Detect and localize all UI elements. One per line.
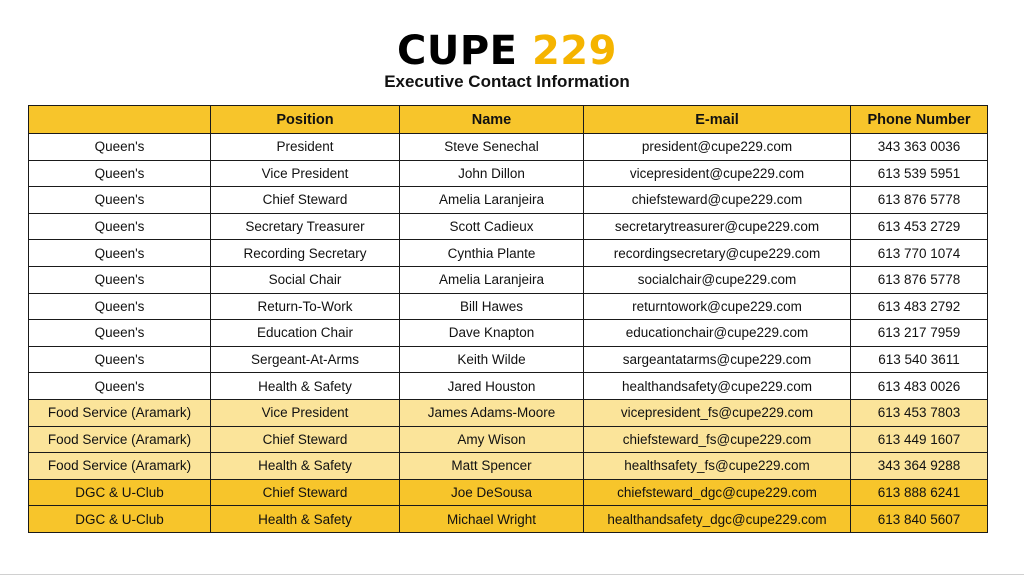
- table-row: [29, 399, 988, 426]
- cell-name: Joe DeSousa: [400, 479, 584, 506]
- cell-position: Return-To-Work: [211, 293, 400, 320]
- cell-name: Keith Wilde: [400, 346, 584, 373]
- cell-email: vicepresident@cupe229.com: [584, 160, 851, 187]
- cell-position: Vice President: [211, 160, 400, 187]
- contact-table: [28, 105, 988, 533]
- cell-name: Amelia Laranjeira: [400, 187, 584, 214]
- title-block: [0, 30, 1014, 92]
- cell-phone: 343 363 0036: [851, 134, 988, 161]
- cell-phone: 613 888 6241: [851, 479, 988, 506]
- table-row: [29, 373, 988, 400]
- table-row: [29, 293, 988, 320]
- column-header-group: [29, 106, 211, 134]
- cell-email: educationchair@cupe229.com: [584, 320, 851, 347]
- cell-position: Health & Safety: [211, 453, 400, 480]
- table-row: [29, 426, 988, 453]
- column-header-phone: Phone Number: [851, 106, 988, 134]
- cell-email: chiefsteward_dgc@cupe229.com: [584, 479, 851, 506]
- cell-group: Queen's: [29, 320, 211, 347]
- cell-phone: 613 217 7959: [851, 320, 988, 347]
- cell-group: DGC & U-Club: [29, 479, 211, 506]
- cell-position: Social Chair: [211, 266, 400, 293]
- cell-name: Matt Spencer: [400, 453, 584, 480]
- cell-position: Health & Safety: [211, 506, 400, 533]
- cell-group: Food Service (Aramark): [29, 399, 211, 426]
- table-row: [29, 479, 988, 506]
- cell-phone: 613 876 5778: [851, 187, 988, 214]
- cell-phone: 613 539 5951: [851, 160, 988, 187]
- cell-group: Queen's: [29, 187, 211, 214]
- cell-email: healthsafety_fs@cupe229.com: [584, 453, 851, 480]
- table-header-row: [29, 106, 988, 134]
- table-row: [29, 320, 988, 347]
- cell-phone: 613 840 5607: [851, 506, 988, 533]
- column-header-name: Name: [400, 106, 584, 134]
- cell-group: Food Service (Aramark): [29, 426, 211, 453]
- cell-position: President: [211, 134, 400, 161]
- logo-number: 229: [531, 28, 617, 74]
- cell-phone: 613 770 1074: [851, 240, 988, 267]
- table-body: [29, 134, 988, 533]
- cell-email: vicepresident_fs@cupe229.com: [584, 399, 851, 426]
- cell-name: James Adams-Moore: [400, 399, 584, 426]
- column-header-email: E-mail: [584, 106, 851, 134]
- cell-email: socialchair@cupe229.com: [584, 266, 851, 293]
- logo-word: CUPE: [397, 28, 518, 74]
- table-row: [29, 240, 988, 267]
- cell-name: Jared Houston: [400, 373, 584, 400]
- cell-position: Health & Safety: [211, 373, 400, 400]
- cell-phone: 343 364 9288: [851, 453, 988, 480]
- cell-email: secretarytreasurer@cupe229.com: [584, 213, 851, 240]
- cell-email: returntowork@cupe229.com: [584, 293, 851, 320]
- cell-position: Secretary Treasurer: [211, 213, 400, 240]
- table-row: [29, 346, 988, 373]
- cell-phone: 613 483 2792: [851, 293, 988, 320]
- table-row: [29, 134, 988, 161]
- cell-email: chiefsteward_fs@cupe229.com: [584, 426, 851, 453]
- cell-group: Queen's: [29, 240, 211, 267]
- cell-name: Michael Wright: [400, 506, 584, 533]
- cell-group: DGC & U-Club: [29, 506, 211, 533]
- cell-email: sargeantatarms@cupe229.com: [584, 346, 851, 373]
- cell-position: Chief Steward: [211, 187, 400, 214]
- cell-position: Chief Steward: [211, 426, 400, 453]
- cell-name: Scott Cadieux: [400, 213, 584, 240]
- cupe-logo: [0, 30, 1014, 72]
- cell-email: healthandsafety@cupe229.com: [584, 373, 851, 400]
- cell-email: recordingsecretary@cupe229.com: [584, 240, 851, 267]
- cell-phone: 613 453 7803: [851, 399, 988, 426]
- cell-phone: 613 540 3611: [851, 346, 988, 373]
- cell-group: Queen's: [29, 373, 211, 400]
- cell-position: Chief Steward: [211, 479, 400, 506]
- cell-group: Queen's: [29, 266, 211, 293]
- cell-position: Recording Secretary: [211, 240, 400, 267]
- column-header-position: Position: [211, 106, 400, 134]
- cell-group: Queen's: [29, 134, 211, 161]
- cell-name: Bill Hawes: [400, 293, 584, 320]
- cell-email: president@cupe229.com: [584, 134, 851, 161]
- table-row: [29, 187, 988, 214]
- cell-group: Queen's: [29, 346, 211, 373]
- cell-phone: 613 483 0026: [851, 373, 988, 400]
- cell-group: Queen's: [29, 293, 211, 320]
- cell-name: Cynthia Plante: [400, 240, 584, 267]
- cell-name: John Dillon: [400, 160, 584, 187]
- table-row: [29, 506, 988, 533]
- cell-phone: 613 876 5778: [851, 266, 988, 293]
- table-row: [29, 453, 988, 480]
- table-row: [29, 213, 988, 240]
- cell-position: Vice President: [211, 399, 400, 426]
- cell-email: chiefsteward@cupe229.com: [584, 187, 851, 214]
- cell-name: Amy Wison: [400, 426, 584, 453]
- page-subtitle: Executive Contact Information: [384, 72, 630, 91]
- cell-email: healthandsafety_dgc@cupe229.com: [584, 506, 851, 533]
- cell-phone: 613 449 1607: [851, 426, 988, 453]
- table-row: [29, 160, 988, 187]
- cell-position: Sergeant-At-Arms: [211, 346, 400, 373]
- cell-group: Food Service (Aramark): [29, 453, 211, 480]
- cell-position: Education Chair: [211, 320, 400, 347]
- cell-name: Amelia Laranjeira: [400, 266, 584, 293]
- cell-name: Dave Knapton: [400, 320, 584, 347]
- cell-phone: 613 453 2729: [851, 213, 988, 240]
- table-row: [29, 266, 988, 293]
- cell-group: Queen's: [29, 213, 211, 240]
- cell-group: Queen's: [29, 160, 211, 187]
- cell-name: Steve Senechal: [400, 134, 584, 161]
